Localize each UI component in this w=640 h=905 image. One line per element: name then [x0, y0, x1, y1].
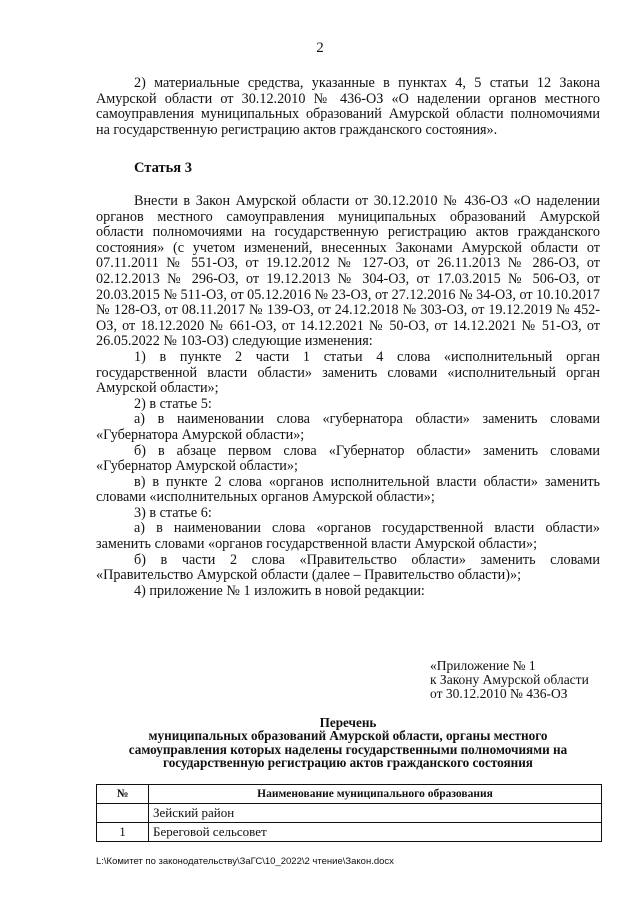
- table-header-number: №: [97, 785, 149, 804]
- article-paragraph: Внести в Закон Амурской области от 30.12.2010 № 436-ОЗ «О наделении органов местного самоуправления муниципальных образований Амурской области полномочиями на государственную регистрацию актов гражданского состояния» (с учетом изменений, внесенных Законами Амурской области от 07.11.2011 № 551-ОЗ, от 19.12.2012 № 127-ОЗ, от 26.11.2013 № 286-ОЗ, от 02.12.2013 № 296-ОЗ, от 19.12.2013 № 304-ОЗ, от 17.03.2015 № 506-ОЗ, от 20.03.2015 № 511-ОЗ, от 05.12.2016 № 23-ОЗ, от 27.12.2016 № 34-ОЗ, от 10.10.2017 № 128-ОЗ, от 08.11.2017 № 139-ОЗ, от 24.12.2018 № 303-ОЗ, от 19.12.2019 № 452-ОЗ, от 18.12.2020 № 661-ОЗ, от 14.12.2021 № 50-ОЗ, от 14.12.2021 № 51-ОЗ, от 26.05.2022 № 103-ОЗ) следующие изменения:: [96, 193, 600, 350]
- article-heading: Статья 3: [134, 160, 192, 176]
- list-title-line: государственную регистрацию актов гражданского состояния: [163, 755, 533, 771]
- list-title-line: Перечень: [319, 715, 377, 730]
- table-cell-name: Зейский район: [149, 804, 602, 823]
- article-paragraph: в) в пункте 2 слова «органов исполнительной власти области» заменить словами «исполнительных органов Амурской области»;: [96, 473, 600, 506]
- intro-paragraph-block: [96, 76, 600, 138]
- list-title-line: муниципальных образований Амурской области, органы местного: [148, 728, 548, 744]
- article-paragraph: 4) приложение № 1 изложить в новой редакции:: [134, 582, 425, 599]
- table-cell-number: [97, 804, 149, 823]
- table-header-row: [97, 785, 602, 804]
- article-body: [96, 194, 600, 599]
- table-cell-number: 1: [97, 823, 149, 842]
- article-paragraph: 2) в статье 5:: [134, 395, 212, 412]
- article-paragraph: 3) в статье 6:: [134, 504, 212, 521]
- intro-paragraph: 2) материальные средства, указанные в пунктах 4, 5 статьи 12 Закона Амурской области от 30.12.2010 № 436-ОЗ «О наделении органов местного самоуправления муниципальных образований Амурской области полномочиями на государственную регистрацию актов гражданского состояния».: [96, 75, 600, 138]
- footer-file-path: L:\Комитет по законодательству\ЗаГС\10_2022\2 чтение\Закон.docx: [96, 856, 394, 867]
- page-number: 2: [316, 40, 324, 56]
- list-title: [96, 716, 600, 770]
- article-paragraph: б) в абзаце первом слова «Губернатор области» заменить словами «Губернатор Амурской области»;: [96, 442, 600, 475]
- article-paragraph: 1) в пункте 2 части 1 статьи 4 слова «исполнительный орган государственной власти области» заменить словами «исполнительный орган Амурской области»;: [96, 348, 600, 397]
- appendix-ref-line: к Закону Амурской области: [430, 672, 589, 687]
- table-cell-name: Береговой сельсовет: [149, 823, 602, 842]
- article-paragraph: б) в части 2 слова «Правительство области» заменить словами «Правительство Амурской области (далее – Правительство области)»;: [96, 551, 600, 584]
- table-row: [97, 804, 602, 823]
- municipalities-table: [96, 784, 602, 842]
- table-row: [97, 823, 602, 842]
- table-header-name: Наименование муниципального образования: [149, 785, 602, 804]
- list-title-line: самоуправления которых наделены государственными полномочиями на: [128, 741, 568, 757]
- article-paragraph: а) в наименовании слова «губернатора области» заменить словами «Губернатора Амурской области»;: [96, 411, 600, 443]
- appendix-ref-line: «Приложение № 1: [430, 658, 536, 673]
- appendix-reference: [430, 659, 589, 701]
- article-paragraph: а) в наименовании слова «органов государственной власти области» заменить словами «органов государственной власти Амурской области»;: [96, 520, 600, 553]
- appendix-ref-line: от 30.12.2010 № 436-ОЗ: [430, 686, 568, 701]
